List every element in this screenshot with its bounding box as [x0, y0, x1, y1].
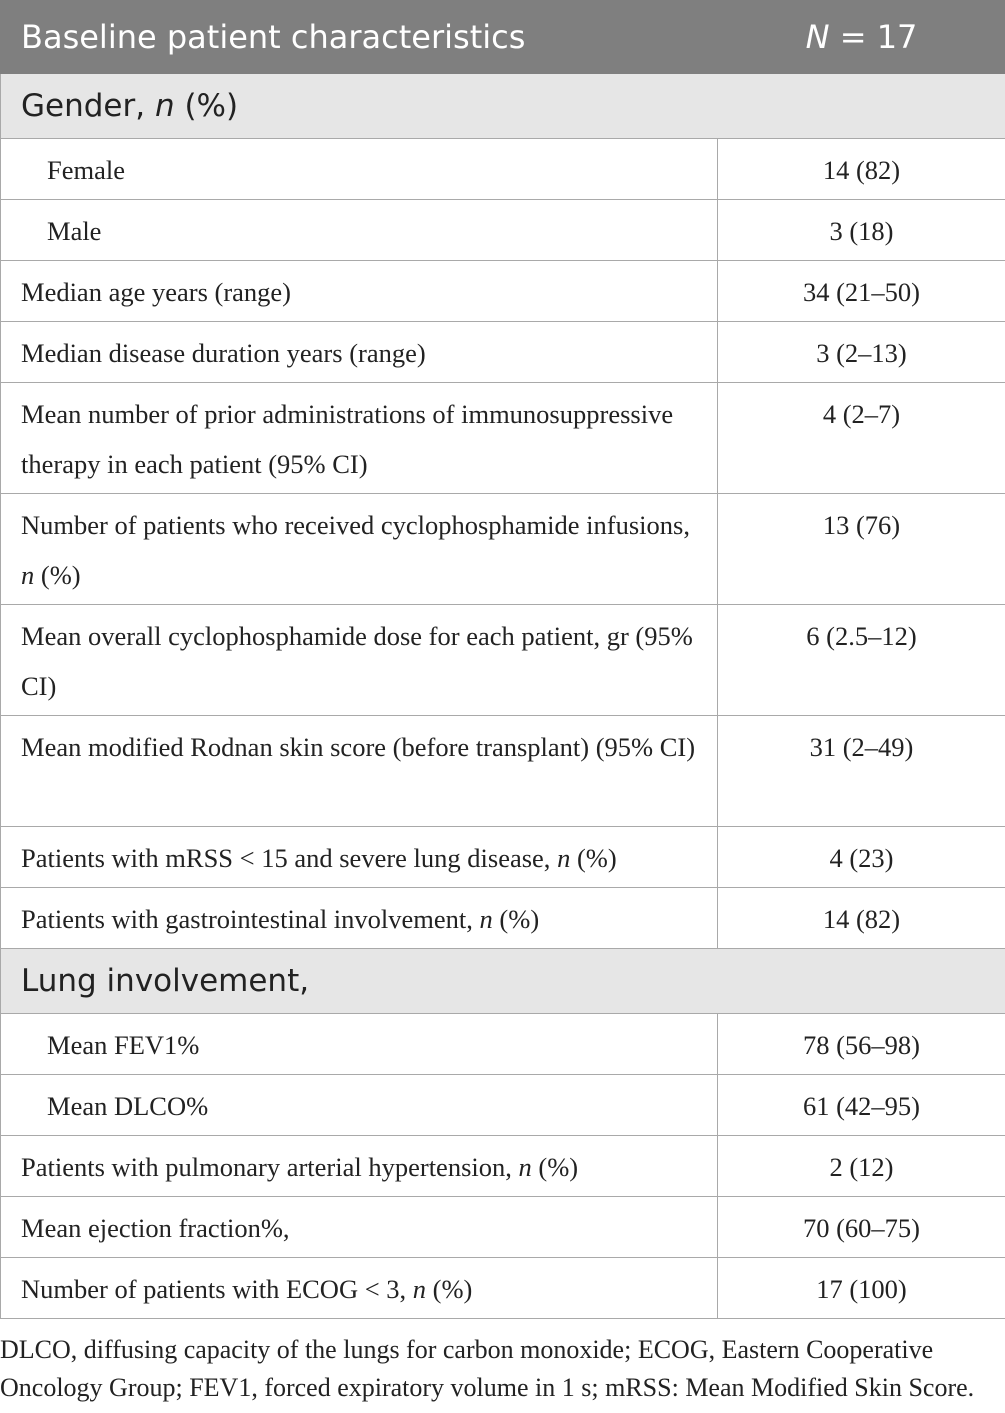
- row-label: Patients with gastrointestinal involvement, n (%): [1, 888, 718, 949]
- row-value: 3 (18): [718, 200, 1005, 261]
- row-label: Mean modified Rodnan skin score (before transplant) (95% CI): [1, 716, 718, 827]
- row-value: 4 (2–7): [718, 383, 1005, 494]
- row-value: 14 (82): [718, 139, 1005, 200]
- table-row: [1, 827, 1005, 888]
- section-row-lung: [1, 949, 1005, 1014]
- row-label: Mean DLCO%: [1, 1075, 718, 1136]
- row-label: Mean FEV1%: [1, 1014, 718, 1075]
- table-row: [1, 716, 1005, 827]
- row-label: Patients with mRSS < 15 and severe lung disease, n (%): [1, 827, 718, 888]
- row-label: Number of patients who received cyclophosphamide infusions, n (%): [1, 494, 718, 605]
- row-label: Median age years (range): [1, 261, 718, 322]
- table-header-row: [1, 1, 1005, 74]
- row-value: 6 (2.5–12): [718, 605, 1005, 716]
- row-value: 70 (60–75): [718, 1197, 1005, 1258]
- row-value: 31 (2–49): [718, 716, 1005, 827]
- row-label: Female: [1, 139, 718, 200]
- row-value: 34 (21–50): [718, 261, 1005, 322]
- table-row: [1, 888, 1005, 949]
- table-footnote: DLCO, diffusing capacity of the lungs for carbon monoxide; ECOG, Eastern Cooperative Oncology Group; FEV1, forced expiratory volume in 1 s; mRSS: Mean Modified Skin Score.: [0, 1335, 975, 1402]
- row-label: Number of patients with ECOG < 3, n (%): [1, 1258, 718, 1319]
- row-label: Median disease duration years (range): [1, 322, 718, 383]
- section-row-gender: [1, 74, 1005, 139]
- row-value: 14 (82): [718, 888, 1005, 949]
- header-n-italic: N: [805, 18, 830, 56]
- row-label: Mean overall cyclophosphamide dose for each patient, gr (95% CI): [1, 605, 718, 716]
- row-label: Patients with pulmonary arterial hypertension, n (%): [1, 1136, 718, 1197]
- table-row: [1, 1197, 1005, 1258]
- row-value: 17 (100): [718, 1258, 1005, 1319]
- row-value: 78 (56–98): [718, 1014, 1005, 1075]
- table-row: [1, 1075, 1005, 1136]
- table-row: [1, 261, 1005, 322]
- header-n-count: = 17: [829, 18, 918, 56]
- row-label: Mean ejection fraction%,: [1, 1197, 718, 1258]
- table-row: [1, 1014, 1005, 1075]
- row-label: Mean number of prior administrations of immunosuppressive therapy in each patient (95% CI): [1, 383, 718, 494]
- row-value: 61 (42–95): [718, 1075, 1005, 1136]
- row-value: 3 (2–13): [718, 322, 1005, 383]
- table-row: [1, 605, 1005, 716]
- header-n: [718, 1, 1005, 74]
- section-label-lung: Lung involvement,: [1, 949, 1005, 1014]
- table-row: [1, 1136, 1005, 1197]
- row-value: 4 (23): [718, 827, 1005, 888]
- table-row: [1, 322, 1005, 383]
- row-value: 2 (12): [718, 1136, 1005, 1197]
- table-row: [1, 200, 1005, 261]
- table-row: [1, 494, 1005, 605]
- table-row: [1, 383, 1005, 494]
- table-row: [1, 1258, 1005, 1319]
- section-label-gender: Gender, n (%): [1, 74, 1005, 139]
- row-label: Male: [1, 200, 718, 261]
- table-row: [1, 139, 1005, 200]
- header-label: Baseline patient characteristics: [1, 1, 718, 74]
- row-value: 13 (76): [718, 494, 1005, 605]
